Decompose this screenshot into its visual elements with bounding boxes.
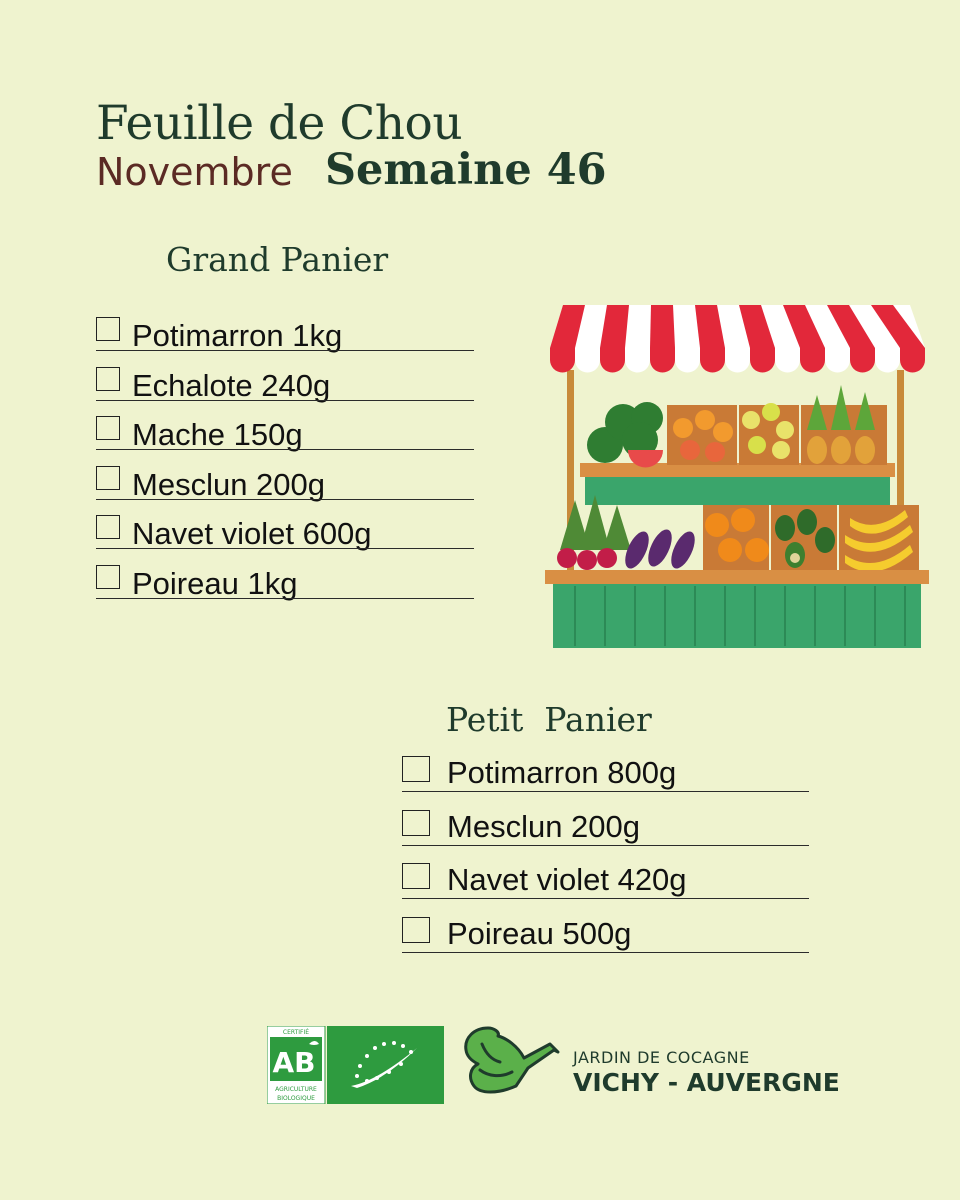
watering-can-icon xyxy=(458,1024,562,1096)
checkbox[interactable] xyxy=(402,917,430,943)
organization-name-line2: VICHY - AUVERGNE xyxy=(573,1068,840,1097)
ab-letters: AB xyxy=(272,1046,316,1079)
checkbox[interactable] xyxy=(402,810,430,836)
petit-panier-list xyxy=(402,753,809,967)
checkbox[interactable] xyxy=(96,416,120,440)
item-divider xyxy=(402,845,809,846)
item-label: Mache 150g xyxy=(132,417,303,453)
market-stall-illustration xyxy=(545,300,930,652)
checkbox[interactable] xyxy=(402,756,430,782)
item-label: Mesclun 200g xyxy=(447,808,641,844)
grand-panier-list xyxy=(96,314,474,612)
month-label: Novembre xyxy=(96,150,293,194)
list-item xyxy=(96,314,474,364)
item-label: Potimarron 1kg xyxy=(132,318,343,353)
item-divider xyxy=(96,499,474,500)
checkbox[interactable] xyxy=(96,515,120,539)
list-item xyxy=(96,512,474,562)
checkbox[interactable] xyxy=(402,863,430,889)
list-item xyxy=(402,860,809,914)
petit-panier-title: Petit Panier xyxy=(446,700,652,739)
list-item xyxy=(96,364,474,414)
ab-agriculture-text: AGRICULTURE xyxy=(275,1086,317,1093)
checkbox[interactable] xyxy=(96,367,120,391)
newsletter-title: Feuille de Chou xyxy=(96,96,463,151)
item-divider xyxy=(96,350,474,351)
grand-panier-title: Grand Panier xyxy=(166,240,389,279)
item-label: Poireau 1kg xyxy=(132,565,298,601)
list-item xyxy=(402,807,809,861)
organization-name-line1: JARDIN DE COCAGNE xyxy=(573,1048,750,1067)
ab-biologique-text: BIOLOGIQUE xyxy=(277,1095,315,1102)
checkbox[interactable] xyxy=(96,317,120,341)
list-item xyxy=(402,753,809,807)
item-label: Poireau 500g xyxy=(447,915,632,951)
list-item xyxy=(96,463,474,513)
item-divider xyxy=(96,449,474,450)
ab-certifie-text: CERTIFIÉ xyxy=(282,1029,310,1036)
item-divider xyxy=(96,400,474,401)
item-divider xyxy=(96,598,474,599)
item-label: Navet violet 600g xyxy=(132,516,372,552)
item-divider xyxy=(402,898,809,899)
item-divider xyxy=(96,548,474,549)
eu-organic-leaf-icon xyxy=(327,1026,444,1104)
list-item xyxy=(96,413,474,463)
item-label: Echalote 240g xyxy=(132,367,331,403)
item-label: Mesclun 200g xyxy=(132,466,326,502)
checkbox[interactable] xyxy=(96,565,120,589)
item-divider xyxy=(402,791,809,792)
list-item xyxy=(402,914,809,968)
item-label: Navet violet 420g xyxy=(447,862,687,897)
checkbox[interactable] xyxy=(96,466,120,490)
list-item xyxy=(96,562,474,612)
item-label: Potimarron 800g xyxy=(447,755,677,790)
item-divider xyxy=(402,952,809,953)
week-label: Semaine 46 xyxy=(325,145,607,195)
ab-logo xyxy=(267,1026,327,1104)
